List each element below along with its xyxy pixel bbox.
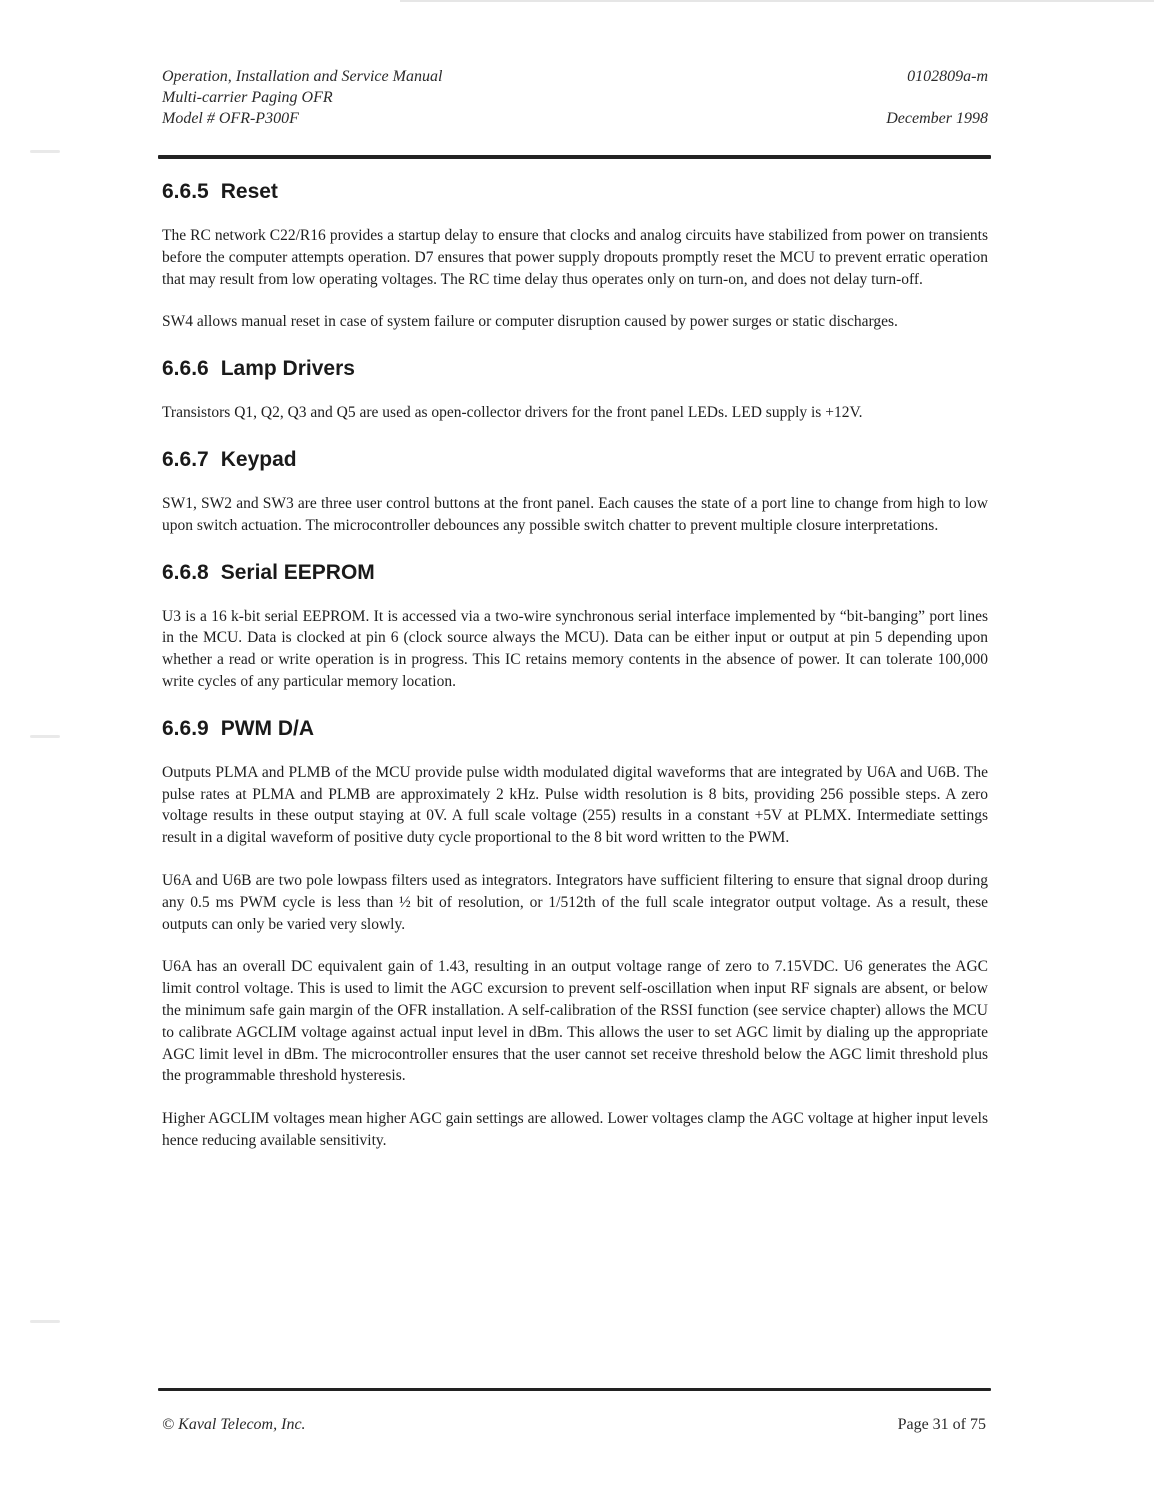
scan-edge-line <box>400 0 1154 2</box>
section-serial-eeprom <box>162 561 988 693</box>
paragraph: Transistors Q1, Q2, Q3 and Q5 are used as open-collector drivers for the front panel LEDs. LED supply is +12V. <box>162 404 863 422</box>
paragraph: U3 is a 16 k-bit serial EEPROM. It is accessed via a two-wire synchronous serial interface implemented by “bit-banging” port lines in the MCU. Data is clocked at pin 6 (clock source always the MCU). Data can be either input or output at pin 5 depending upon whether a read or write operation is in progress. This IC retains memory contents in the absence of power. It can tolerate 100,000 write cycles of any particular memory location. <box>162 607 988 690</box>
section-heading <box>162 717 988 741</box>
section-heading <box>162 561 988 585</box>
section-reset <box>162 180 988 333</box>
section-number: 6.6.9 <box>162 716 209 740</box>
doc-date: December 1998 <box>886 110 988 127</box>
section-heading <box>162 448 988 472</box>
section-keypad <box>162 448 988 537</box>
section-heading <box>162 357 988 381</box>
footer-copyright: © Kaval Telecom, Inc. <box>162 1416 306 1433</box>
paragraph: Higher AGCLIM voltages mean higher AGC gain settings are allowed. Lower voltages clamp the AGC voltage at higher input levels hence reducing available sensitivity. <box>162 1110 988 1149</box>
paragraph: U6A and U6B are two pole lowpass filters used as integrators. Integrators have sufficient filtering to ensure that signal droop during any 0.5 ms PWM cycle is less than ½ bit of resolution, or 1/512th of the full scale integrator output voltage. As a result, these outputs can only be varied very slowly. <box>162 871 988 933</box>
section-number: 6.6.8 <box>162 560 209 584</box>
section-number: 6.6.6 <box>162 357 209 381</box>
section-title: Reset <box>220 180 278 203</box>
section-title: Serial EEPROM <box>220 560 375 584</box>
section-pwm-da <box>162 717 988 1152</box>
section-number: 6.6.7 <box>162 447 209 471</box>
paragraph: U6A has an overall DC equivalent gain of 1.43, resulting in an output voltage range of zero to 7.15VDC. U6 generates the AGC limit control voltage. This is used to limit the AGC excursion to prevent self-oscillation when input RF signals are absent, or below the minimum safe gain margin of the OFR installation. A self-calibration of the RSSI function (see service chapter) allows the MCU to calibrate AGCLIM voltage against actual input level in dBm. This allows the user to set AGC limit by dialing up the appropriate AGC limit level in dBm. The microcontroller ensures that the user cannot set receive threshold below the AGC limit threshold plus the programmable threshold hysteresis. <box>162 958 988 1085</box>
model-number: Model # OFR-P300F <box>162 110 299 127</box>
page-number: Page 31 of 75 <box>897 1416 986 1433</box>
header-rule <box>158 155 991 159</box>
section-number: 6.6.5 <box>162 180 209 203</box>
paragraph: Outputs PLMA and PLMB of the MCU provide pulse width modulated digital waveforms that are integrated by U6A and U6B. The pulse rates at PLMA and PLMB are approximately 2 kHz. Pulse width resolution is 8 bits, providing 256 possible steps. A zero voltage results in these output staying at 0V. A full scale voltage (255) results in a constant +5V at PLMX. Intermediate settings result in a digital waveform of positive duty cycle proportional to the 8 bit word written to the PWM. <box>162 763 988 847</box>
margin-mark <box>30 735 60 738</box>
manual-title: Operation, Installation and Service Manual <box>162 68 443 85</box>
header-left <box>162 66 442 129</box>
paragraph: SW4 allows manual reset in case of system failure or computer disruption caused by power surges or static discharges. <box>162 313 898 331</box>
section-title: Keypad <box>220 447 297 471</box>
doc-number: 0102809a-m <box>907 68 988 85</box>
paragraph: The RC network C22/R16 provides a startup delay to ensure that clocks and analog circuits have stabilized from power on transients before the computer attempts operation. D7 ensures that power supply dropouts promptly reset the MCU to prevent erratic operation that may result from low operating voltages. The RC time delay thus operates only on turn-on, and does not delay turn-off. <box>162 227 988 288</box>
section-title: Lamp Drivers <box>220 357 355 381</box>
header-right <box>886 66 988 129</box>
paragraph: SW1, SW2 and SW3 are three user control buttons at the front panel. Each causes the state of a port line to change from high to low upon switch actuation. The microcontroller debounces any possible switch chatter to prevent multiple closure interpretations. <box>162 494 988 534</box>
page-content <box>162 180 988 1176</box>
section-title: PWM D/A <box>220 716 315 740</box>
product-name: Multi-carrier Paging OFR <box>162 89 333 106</box>
footer-rule <box>158 1388 991 1391</box>
section-heading <box>162 180 988 204</box>
section-lamp-drivers <box>162 357 988 424</box>
margin-mark <box>30 1320 60 1323</box>
margin-mark <box>30 150 60 153</box>
